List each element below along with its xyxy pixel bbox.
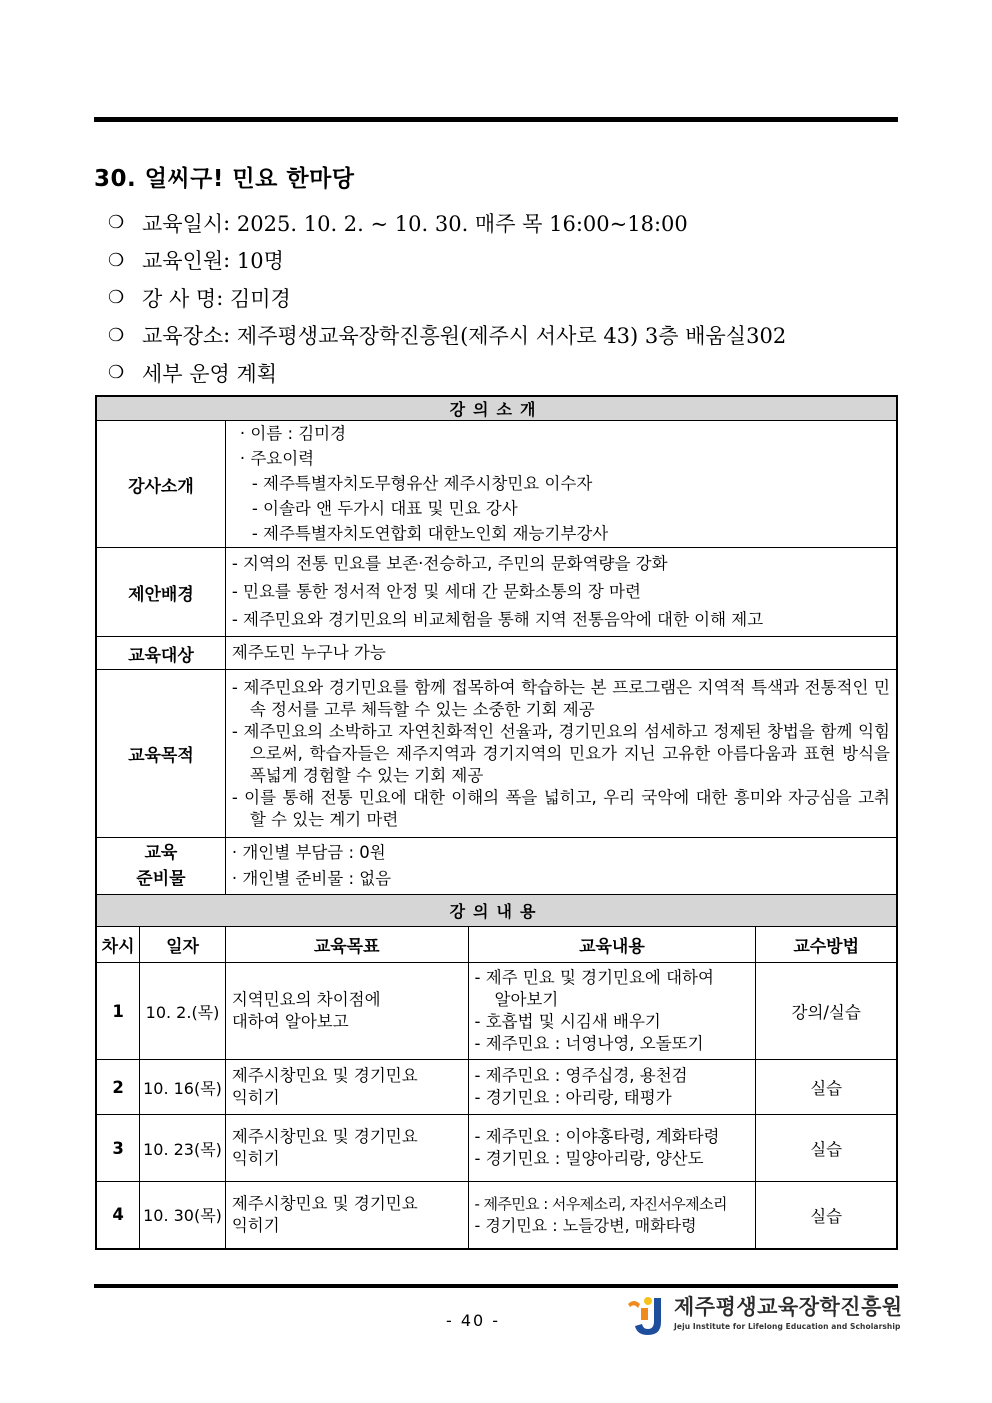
instructor-label: 강사소개: [96, 421, 225, 548]
info-item-instructor: ❍ 강 사 명 : 김미경: [108, 279, 786, 317]
info-label: 교육일시: [142, 211, 224, 236]
lesson-content-line: - 경기민요 : 아리랑, 태평가: [474, 1088, 672, 1107]
goals-line: - 제주민요의 소박하고 자연친화적인 선율과, 경기민요의 섬세하고 정제된 창법을 함께 익힘으로써, 학습자들은 제주지역과 경기지역의 민요가 지닌 고유한 아름다움과 표현 방식을 폭넓게 경험할 수 있는 기회 제공: [231, 721, 890, 785]
info-value: 김미경: [229, 286, 291, 311]
background-line: - 지역의 전통 민요를 보존·전승하고, 주민의 문화역량을 강화: [231, 554, 668, 573]
lesson-content: [468, 1115, 756, 1182]
lesson-method: 실습: [756, 1115, 897, 1182]
page-title: 30. 얼씨구! 민요 한마당: [94, 166, 355, 192]
background-label: 제안배경: [96, 548, 225, 637]
lesson-goal: [225, 1182, 468, 1249]
circle-bullet-icon: ❍: [108, 324, 125, 346]
logo-orange-bar: [641, 1308, 648, 1320]
lesson-goal: [225, 1060, 468, 1115]
program-table: [95, 395, 898, 1250]
lesson-content-line: - 경기민요 : 노들강변, 매화타령: [474, 1215, 697, 1235]
goals-line: - 이를 통해 전통 민요에 대한 이해의 폭을 넓히고, 우리 국악에 대한 흥미와 자긍심을 고취할 수 있는 계기 마련: [231, 787, 890, 829]
table-row: [96, 1060, 897, 1115]
info-label: 교육인원: [142, 249, 224, 274]
org-name-english: Jeju Institute for Lifelong Education and Scholarship: [674, 1322, 901, 1331]
lesson-no: 1: [96, 963, 140, 1060]
info-item-date: ❍ 교육일시 : 2025. 10. 2. ~ 10. 30. 매주 목 16:00~18:00: [108, 204, 786, 242]
background-line: - 민요를 통한 정서적 안정 및 세대 간 문화소통의 장 마련: [231, 582, 641, 601]
lesson-date: 10. 30(목): [140, 1182, 226, 1249]
lesson-date: 10. 16(목): [140, 1060, 226, 1115]
lesson-content-line: - 제주 민요 및 경기민요에 대하여: [474, 968, 714, 987]
lesson-no: 4: [96, 1182, 140, 1249]
goals-line: - 제주민요와 경기민요를 함께 접목하여 학습하는 본 프로그램은 지역적 특색과 전통적인 민속 정서를 고루 체득할 수 있는 소중한 기회 제공: [231, 677, 890, 719]
institute-logo-icon: [624, 1294, 668, 1338]
circle-bullet-icon: ❍: [108, 212, 125, 234]
instructor-line: - 이솔라 앤 두가시 대표 및 민요 강사: [251, 499, 518, 518]
lessons-section-header: 강의내용: [96, 895, 897, 927]
logo-orange-swoosh: [628, 1301, 640, 1308]
background-cell: [225, 548, 897, 637]
column-header-no: 차시: [96, 927, 140, 963]
materials-line: · 개인별 부담금 : 0원: [231, 843, 386, 862]
lesson-content-line: - 제주민요 : 이야홍타령, 계화타령: [474, 1127, 720, 1146]
lesson-content-line: - 제주민요 : 서우제소리, 자진서우제소리: [474, 1194, 727, 1213]
target-label: 교육대상: [96, 637, 225, 670]
instructor-line: · 이름 : 김미경: [239, 424, 347, 443]
info-item-plan: [108, 354, 786, 392]
info-list: [108, 204, 786, 392]
lesson-no: 2: [96, 1060, 140, 1115]
info-item-count: ❍ 교육인원 : 10명: [108, 242, 786, 280]
table-row: [96, 1182, 897, 1249]
lesson-content-line: 알아보기: [494, 990, 559, 1009]
instructor-cell: [225, 421, 897, 548]
lesson-goal-line: 제주시창민요 및 경기민요: [231, 1127, 418, 1146]
org-name-korean: 제주평생교육장학진흥원: [674, 1295, 903, 1319]
materials-label-line: 교육: [144, 843, 178, 863]
lesson-goal-line: 지역민요의 차이점에: [231, 990, 381, 1009]
lesson-date: 10. 23(목): [140, 1115, 226, 1182]
lesson-content: [468, 1060, 756, 1115]
column-header-method: 교수방법: [756, 927, 897, 963]
lesson-method: 실습: [756, 1060, 897, 1115]
lesson-goal-line: 대하여 알아보고: [231, 1012, 349, 1031]
table-row: [96, 1115, 897, 1182]
page-number: - 40 -: [446, 1311, 501, 1330]
lesson-content-line: - 경기민요 : 밀양아리랑, 양산도: [474, 1149, 704, 1168]
circle-bullet-icon: ❍: [108, 249, 125, 271]
materials-cell: [225, 838, 897, 895]
lesson-goal-line: 익히기: [231, 1215, 280, 1235]
logo-yellow-dot: [644, 1297, 652, 1305]
lesson-goal-line: 익히기: [231, 1088, 280, 1107]
table-row: [96, 963, 897, 1060]
lesson-content: [468, 1182, 756, 1249]
lesson-content-line: - 제주민요 : 영주십경, 용천검: [474, 1066, 688, 1085]
info-value: 10명: [236, 249, 284, 274]
background-line: - 제주민요와 경기민요의 비교체험을 통해 지역 전통음악에 대한 이해 제고: [231, 610, 764, 629]
lesson-content-line: - 제주민요 : 너영나영, 오돌또기: [474, 1034, 704, 1053]
materials-line: · 개인별 준비물 : 없음: [231, 869, 392, 888]
column-header-date: 일자: [140, 927, 226, 963]
bottom-rule: [94, 1284, 898, 1288]
info-label: 교육장소: [142, 324, 224, 349]
column-header-content: 교육내용: [468, 927, 756, 963]
info-value: 제주평생교육장학진흥원(제주시 서사로 43) 3층 배움실302: [236, 324, 787, 349]
materials-label-line: 준비물: [136, 869, 186, 889]
lesson-goal-line: 제주시창민요 및 경기민요: [231, 1066, 418, 1085]
goals-label: 교육목적: [96, 670, 225, 838]
intro-section-header: 강의소개: [96, 396, 897, 421]
column-header-goal: 교육목표: [225, 927, 468, 963]
target-value: 제주도민 누구나 가능: [225, 637, 897, 670]
materials-label: [96, 838, 225, 895]
lesson-content-line: - 호흡법 및 시김새 배우기: [474, 1012, 661, 1031]
info-label: 세부 운영 계획: [142, 361, 278, 386]
lesson-goal: [225, 1115, 468, 1182]
info-item-location: ❍ 교육장소 : 제주평생교육장학진흥원(제주시 서사로 43) 3층 배움실302: [108, 317, 786, 355]
instructor-line: · 주요이력: [239, 449, 315, 468]
lesson-method: 실습: [756, 1182, 897, 1249]
circle-bullet-icon: ❍: [108, 362, 125, 384]
lesson-content: [468, 963, 756, 1060]
logo-text: [674, 1294, 903, 1331]
org-logo: [624, 1294, 903, 1338]
instructor-line: - 제주특별자치도연합회 대한노인회 재능기부강사: [251, 524, 609, 543]
info-value: 2025. 10. 2. ~ 10. 30. 매주 목 16:00~18:00: [236, 211, 688, 236]
lesson-no: 3: [96, 1115, 140, 1182]
goals-cell: [225, 670, 897, 838]
lesson-goal-line: 익히기: [231, 1149, 280, 1168]
instructor-line: - 제주특별자치도무형유산 제주시창민요 이수자: [251, 474, 593, 493]
lesson-date: 10. 2.(목): [140, 963, 226, 1060]
circle-bullet-icon: ❍: [108, 287, 125, 309]
lesson-method: 강의/실습: [756, 963, 897, 1060]
top-rule: [94, 117, 898, 122]
lesson-goal: [225, 963, 468, 1060]
lesson-goal-line: 제주시창민요 및 경기민요: [231, 1193, 418, 1213]
info-label: 강 사 명: [142, 286, 217, 311]
